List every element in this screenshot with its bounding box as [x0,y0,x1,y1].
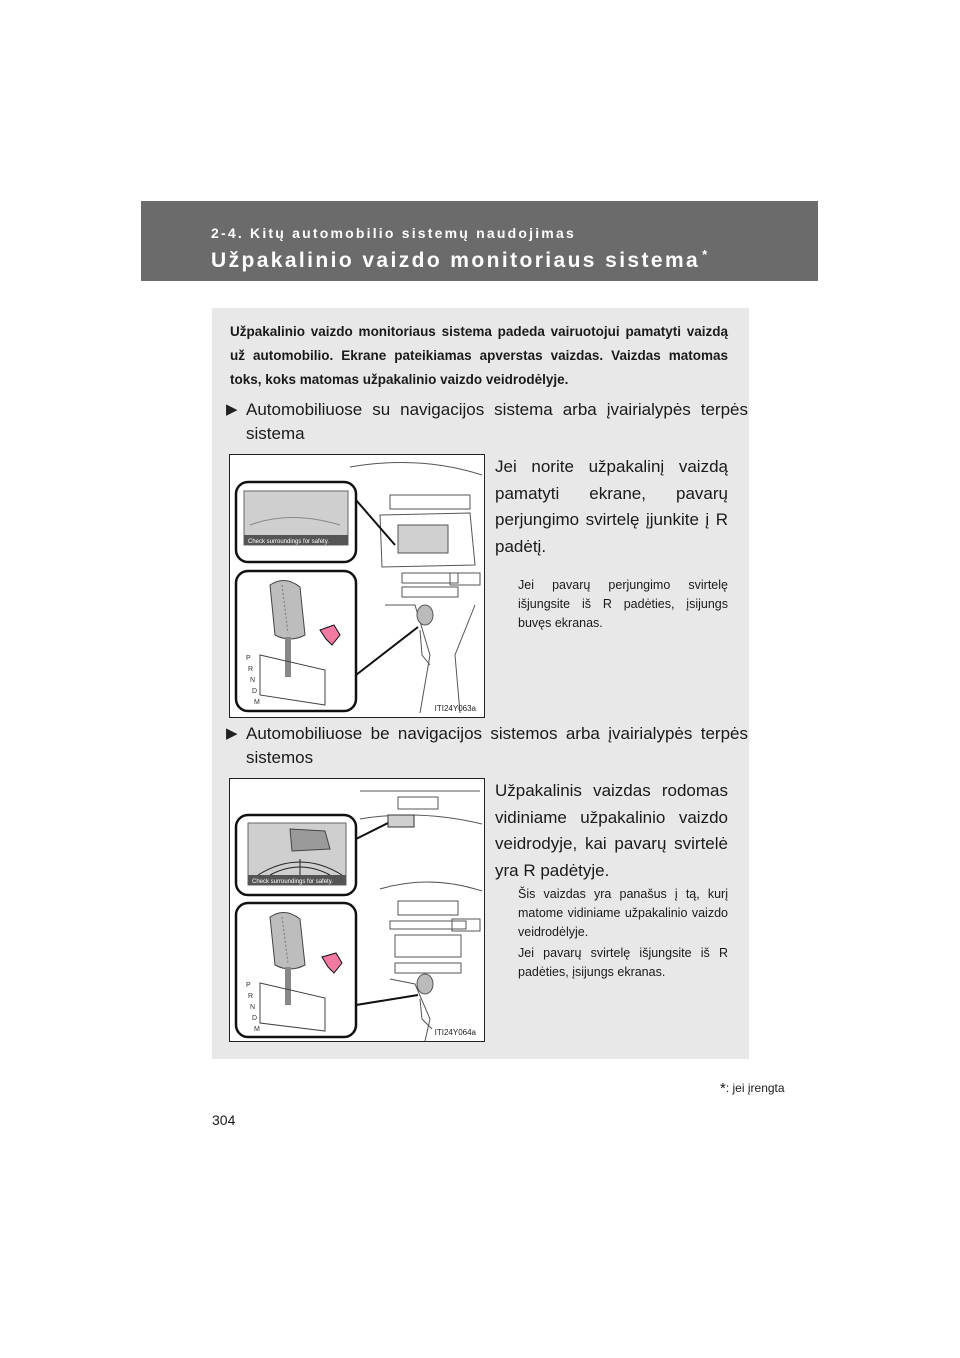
figure-code: ITI24Y063a [434,704,476,713]
page-number: 304 [212,1112,236,1128]
header-band [141,201,818,281]
section-2-note-2: Jei pavarų svirtelę išjungsite iš R padėties, įsijungs ekranas. [518,946,728,979]
section-1-main-text: Jei norite užpakalinį vaizdą pamatyti ekrane, pavarų perjungimo svirtelę įjunkite į R padėtį. [495,457,728,556]
section-label: 2-4. Kitų automobilio sistemų naudojimas [211,225,576,241]
footnote-text: : jei įrengta [725,1081,785,1095]
section-2-main-text: Užpakalinis vaizdas rodomas vidiniame užpakalinio vaizdo veidrodyje, kai pavarų svirtelė yra R padėtyje. [495,781,728,880]
figure-navigation-dashboard [229,454,485,718]
section-1-note: Jei pavarų perjungimo svirtelę išjungsite iš R padėties, įsijungs buvęs ekranas. [518,578,728,630]
mirror-warning-text: Check surroundings for safety. [252,879,333,885]
section-2-note-1: Šis vaizdas yra panašus į tą, kurį matome vidiniame užpakalinio vaizdo veidrodėlyje. [518,887,728,939]
page-title-text: Užpakalinio vaizdo monitoriaus sistema [211,249,701,272]
gear-m: M [254,699,260,706]
screen-warning-text: Check surroundings for safety. [248,539,329,545]
gear-n: N [250,677,256,684]
arrow-icon: ▶ [226,401,238,418]
section-1-heading-text: Automobiliuose su navigacijos sistema arba įvairialypės terpės sistema [246,400,748,443]
figure-mirror-dashboard [229,778,485,1042]
gear-r-2: R [248,993,254,1000]
section-1-heading [226,398,748,446]
gear-p: P [246,655,251,662]
footnote-star: * [720,1080,726,1097]
section-2-heading [226,722,748,770]
footnote [720,1080,785,1097]
gear-m-2: M [254,1026,260,1033]
gear-n-2: N [250,1004,256,1011]
figure-code: ITI24Y064a [434,1028,476,1037]
page-title [211,247,707,273]
gear-r: R [248,666,254,673]
gear-p-2: P [246,982,251,989]
intro-paragraph: Užpakalinio vaizdo monitoriaus sistema padeda vairuotojui pamatyti vaizdą už automobilio. Ekrane pateikiamas apverstas vaizdas. Vaizdas matomas toks, koks matomas užpakalinio vaizdo veidrodėlyje. [230,324,728,387]
gear-d: D [252,688,258,695]
gear-d-2: D [252,1015,258,1022]
section-2-heading-text: Automobiliuose be navigacijos sistemos arba įvairialypės terpės sistemos [246,724,748,767]
content-box [212,308,749,1059]
arrow-icon: ▶ [226,725,238,742]
title-mark: * [702,247,708,262]
